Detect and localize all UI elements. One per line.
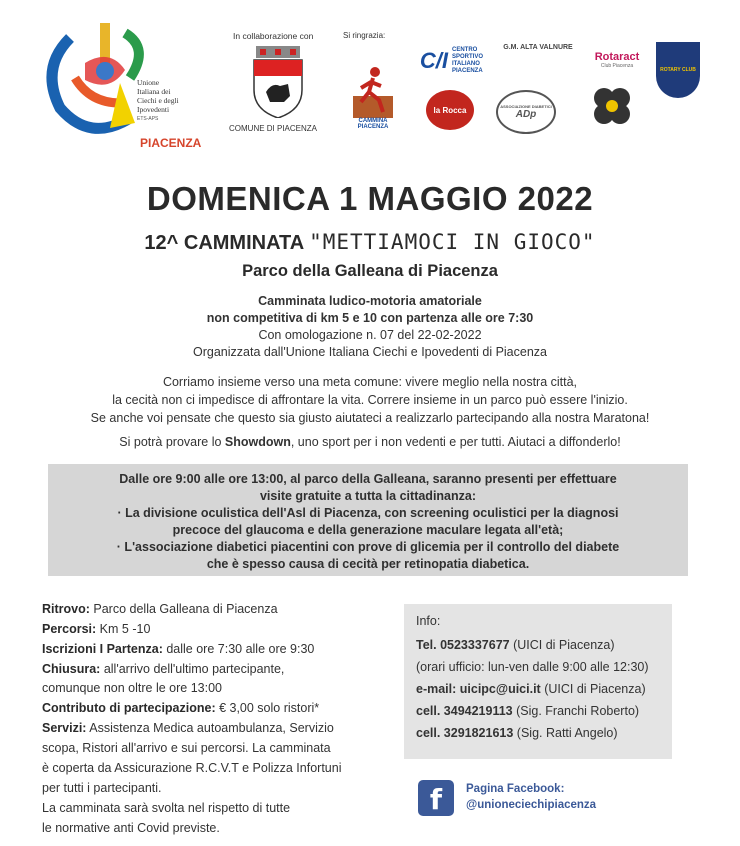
screening-line: precoce del glaucoma e della generazione maculare legata all'età; [172,523,564,537]
org-ets: ETS-APS [137,116,159,122]
clover-icon [590,84,634,132]
screening-line: che è spesso causa di cecità per retinopatia diabetica. [206,557,530,571]
email-address[interactable]: e-mail: uicipc@uici.it [416,682,541,696]
contributo-row [42,701,319,715]
info-tel [416,638,615,652]
tel-note: (UICI di Piacenza) [509,638,615,652]
adp-sub: ASSOCIAZIONE DIABETICI [500,104,552,109]
iscrizioni-row [42,642,314,656]
camminata-text: CAMMINA PIACENZA [357,118,389,130]
csi-text: CENTRO SPORTIVO ITALIANO PIACENZA [452,47,484,74]
comune-label: COMUNE DI PIACENZA [229,124,318,133]
intro-line: Con omologazione n. 07 del 22-02-2022 [258,328,482,342]
csi-logo: C/I CENTRO SPORTIVO ITALIANO PIACENZA [416,46,492,76]
gm-alta-valnure-logo [496,44,580,78]
intro-line: non competitiva di km 5 e 10 con partenza alle ore 7:30 [206,311,534,325]
adp-logo [496,90,556,134]
body-line: Se anche voi pensate che questo sia giusto aiutateci a realizzarlo partecipando alla nostra Maratona! [90,411,650,425]
screening-line: · La divisione oculistica dell'Asl di Piacenza, con screening oculistici per la diagnosi [117,506,619,520]
collab-label: In collaborazione con [233,31,314,41]
org-city: PIACENZA [140,136,202,150]
covid-line: La camminata sarà svolta nel rispetto di tutte [42,801,291,815]
rotary-text: ROTARY CLUB [660,67,696,73]
servizi-row [42,721,334,735]
chiusura-row [42,662,284,676]
percorsi-row [42,622,150,636]
intro-line: Camminata ludico-motoria amatoriale [258,294,482,308]
showdown-post: , uno sport per i non vedenti e per tutti. Aiutaci a diffonderlo! [290,435,621,449]
info-cell1 [416,704,639,718]
cell2-number[interactable]: cell. 3291821613 [416,726,514,740]
event-date-title: DOMENICA 1 MAGGIO 2022 [146,180,594,217]
iscrizioni-value: dalle ore 7:30 alle ore 9:30 [162,642,315,656]
screening-line: Dalle ore 9:00 alle ore 13:00, al parco della Galleana, saranno presenti per effettuare [119,472,617,486]
servizi-line: è coperta da Assicurazione R.C.V.T e Polizza Infortuni [42,761,342,775]
org-line: Ciechi e degli [137,96,179,105]
intro-line: Organizzata dall'Unione Italiana Ciechi e Ipovedenti di Piacenza [193,345,547,359]
info-hours: (orari ufficio: lun-ven dalle 9:00 alle 12:30) [416,660,649,674]
adp-text: ADp [515,109,537,120]
rocca-text: la Rocca [433,105,467,115]
thanks-label: Si ringrazia: [343,31,386,40]
facebook-icon[interactable]: f [418,780,454,816]
event-edition [0,230,740,255]
covid-line: le normative anti Covid previste. [42,821,220,835]
comune-crest-icon [248,46,308,118]
cell2-note: (Sig. Ratti Angelo) [513,726,618,740]
cell1-number[interactable]: cell. 3494219113 [416,704,513,718]
runner-icon [353,66,393,118]
edition-label: 12^ CAMMINATA [144,232,304,254]
org-line: Unione [137,78,160,87]
camminata-logo [344,50,402,130]
screening-line: visite gratuite a tutta la cittadinanza: [259,489,476,503]
ritrovo-label: Ritrovo: [42,602,90,616]
info-cell2 [416,726,618,740]
chiusura-line2: comunque non oltre le ore 13:00 [42,681,222,695]
info-heading: Info: [416,614,441,628]
body-line: Corriamo insieme verso una meta comune: vivere meglio nella nostra città, [162,375,578,389]
info-email [416,682,646,696]
servizi-label: Servizi: [42,721,87,735]
facebook-handle[interactable]: @unioneciechipiacenza [466,799,597,811]
cell1-note: (Sig. Franchi Roberto) [512,704,640,718]
showdown-pre: Si potrà provare lo [119,435,225,449]
tel-number[interactable]: Tel. 0523337677 [416,638,510,652]
org-line: Italiana dei [137,87,171,96]
screening-line: · L'associazione diabetici piacentini con prove di glicemia per il controllo del diabete [116,540,620,554]
servizi-line: scopa, Ristori all'arrivo e sui percorsi. La camminata [42,741,331,755]
event-motto: "METTIAMOCI IN GIOCO" [309,230,596,254]
facebook-label: Pagina Facebook: [466,783,565,795]
rotaract-sub: Club Piacenza [600,63,634,69]
chiusura-value: all'arrivo dell'ultimo partecipante, [100,662,285,676]
showdown-word: Showdown [224,435,291,449]
rotary-logo [656,42,700,98]
percorsi-label: Percorsi: [42,622,97,636]
body-line: la cecità non ci impedisce di affrontare la vita. Correre insieme in un parco può essere l'inizio. [112,393,628,407]
percorsi-value: Km 5 -10 [96,622,151,636]
ritrovo-value: Parco della Galleana di Piacenza [89,602,278,616]
rotaract-logo [584,44,650,76]
email-note: (UICI di Piacenza) [540,682,646,696]
showdown-line [0,435,740,449]
la-rocca-logo [426,90,474,130]
iscrizioni-label: Iscrizioni I Partenza: [42,642,163,656]
gm-text: G.M. ALTA VALNURE [503,44,573,51]
servizi-line: per tutti i partecipanti. [42,781,162,795]
contributo-label: Contributo di partecipazione: [42,701,216,715]
event-place: Parco della Galleana di Piacenza [242,262,498,280]
clover-logo [590,84,634,132]
servizi-value: Assistenza Medica autoambulanza, Servizio [86,721,334,735]
rotaract-text: Rotaract [594,51,640,63]
contributo-value: € 3,00 solo ristori* [215,701,320,715]
org-name [137,78,179,114]
ritrovo-row [42,602,278,616]
chiusura-label: Chiusura: [42,662,101,676]
org-line: Ipovedenti [137,105,170,114]
